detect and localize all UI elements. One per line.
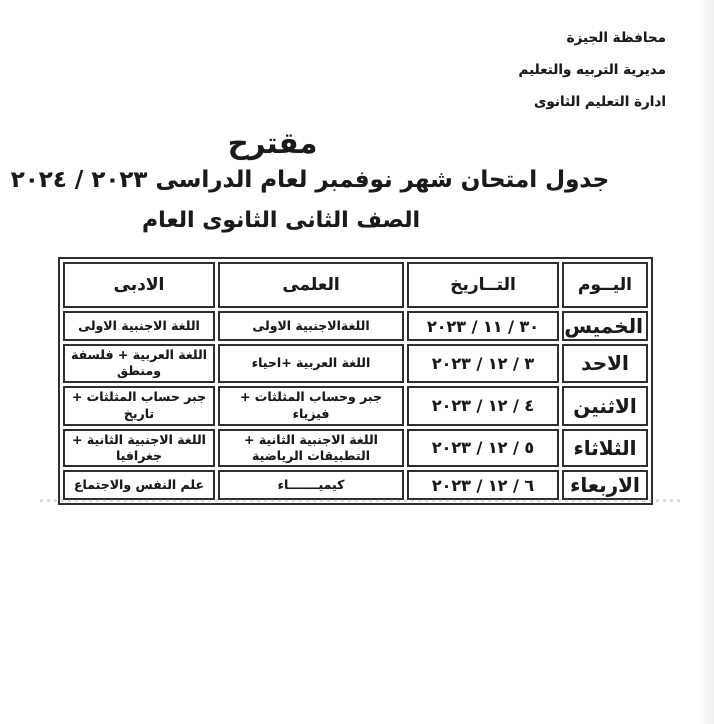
date-cell: ٣ / ١٢ / ٢٠٢٣ <box>407 344 559 383</box>
scientific-subject-cell: اللغةالاجنبية الاولى <box>218 311 404 341</box>
scientific-subject-cell: اللغة الاجنبية الثانية + التطبيقات الرياضية <box>218 429 404 468</box>
literary-subject-cell: علم النفس والاجتماع <box>63 470 215 500</box>
letterhead-directorate: مديرية التربيه والتعليم <box>518 62 666 78</box>
scan-noise-line <box>40 499 680 502</box>
table-row-sunday <box>63 344 648 383</box>
date-cell: ٦ / ١٢ / ٢٠٢٣ <box>407 470 559 500</box>
header-cell-literary: الادبى <box>63 262 215 308</box>
table-header-row <box>63 262 648 308</box>
header-cell-scientific: العلمى <box>218 262 404 308</box>
scan-edge-shadow <box>698 0 714 724</box>
letterhead <box>519 30 666 126</box>
header-cell-day: اليــوم <box>562 262 648 308</box>
letterhead-administration: ادارة التعليم الثانوى <box>534 94 666 110</box>
day-cell: الاربعاء <box>562 470 648 500</box>
day-cell: الاحد <box>562 344 648 383</box>
literary-subject-cell: اللغة الاجنبية الثانية + جغرافيا <box>63 429 215 468</box>
table-row-monday <box>63 386 648 426</box>
date-cell: ٤ / ١٢ / ٢٠٢٣ <box>407 386 559 426</box>
day-cell: الثلاثاء <box>562 429 648 468</box>
letterhead-governorate: محافظة الجيزة <box>566 30 666 46</box>
day-cell: الاثنين <box>562 386 648 426</box>
document-subtitle: جدول امتحان شهر نوفمبر لعام الدراسى ٢٠٢٣ / ٢٠٢٤ <box>10 167 610 193</box>
table-row-thursday <box>63 311 648 341</box>
document-title: مقترح <box>227 126 318 160</box>
literary-subject-cell: اللغة الاجنبية الاولى <box>63 311 215 341</box>
grade-line: الصف الثانى الثانوى العام <box>141 208 421 233</box>
literary-subject-cell: جبر حساب المثلثات + تاريخ <box>63 386 215 426</box>
literary-subject-cell: اللغة العربية + فلسفة ومنطق <box>63 344 215 383</box>
date-cell: ٣٠ / ١١ / ٢٠٢٣ <box>407 311 559 341</box>
scientific-subject-cell: كيميـــــــاء <box>218 470 404 500</box>
table-row-tuesday <box>63 429 648 468</box>
exam-schedule-table <box>58 257 653 505</box>
header-cell-date: التــاريخ <box>407 262 559 308</box>
scientific-subject-cell: اللغة العربية +احياء <box>218 344 404 383</box>
date-cell: ٥ / ١٢ / ٢٠٢٣ <box>407 429 559 468</box>
table-row-wednesday <box>63 470 648 500</box>
scientific-subject-cell: جبر وحساب المثلثات + فيزياء <box>218 386 404 426</box>
day-cell: الخميس <box>562 311 648 341</box>
